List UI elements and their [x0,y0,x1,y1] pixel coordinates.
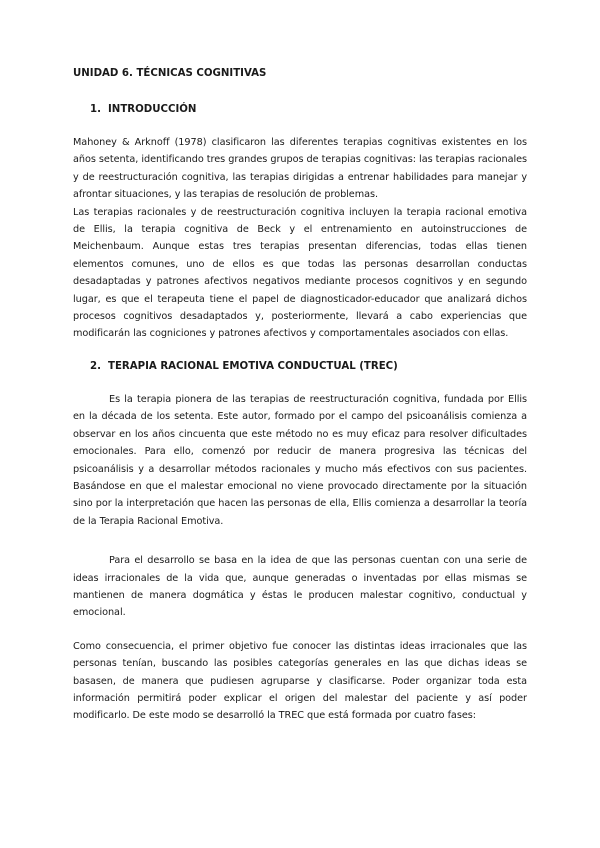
section-title: INTRODUCCIÓN [108,104,197,115]
paragraph-intro-2: Las terapias racionales y de reestructuración cognitiva incluyen la terapia racional emotiva de Ellis, la terapia cognitiva de Beck y el entrenamiento en autoinstrucciones de Meichenbaum. Aunque estas tres terapias presentan diferencias, todas ellas tienen elementos comunes, uno de ellos es que todas las personas desarrollan conductas desadaptadas y patrones afectivos negativos mediante procesos cognitivos y en segundo lugar, es que el terapeuta tiene el papel de diagnosticador-educador que analizará dichos procesos cognitivos desadaptados y, posteriormente, llevará a cabo experiencias que modificarán las cogniciones y patrones afectivos y comportamentales asociados con ellas. [73,206,527,340]
section-heading-introduccion [73,102,527,118]
unit-title: UNIDAD 6. TÉCNICAS COGNITIVAS [73,68,267,79]
section-number: 2. [90,360,101,372]
section-number: 1. [90,104,101,115]
section-title: TERAPIA RACIONAL EMOTIVA CONDUCTUAL (TREC) [108,360,398,372]
paragraph-trec-1: Es la terapia pionera de las terapias de reestructuración cognitiva, fundada por Ellis en la década de los setenta. Este autor, formado por el campo del psicoanálisis comienza a observar en los años cincuenta que este método no es muy eficaz para resolver dificultades emocionales. Para ello, comenzó por reducir de manera progresiva las técnicas del psicoanálisis y a desarrollar métodos racionales y mucho más efectivos con sus pacientes. Basándose en que el malestar emocional no viene provocado directamente por la situación sino por la interpretación que hacen las personas de ella, Ellis comienza a desarrollar la teoría de la Terapia Racional Emotiva. [73,393,527,527]
paragraph-trec-3: Como consecuencia, el primer objetivo fue conocer las distintas ideas irracionales que las personas tenían, buscando las posibles categorías generales en las que dichas ideas se basasen, de manera que pudiesen agruparse y clasificarse. Poder organizar toda esta información permitirá poder explicar el origen del malestar del paciente y así poder modificarlo. De este modo se desarrolló la TREC que está formada por cuatro fases: [73,640,527,722]
paragraph-trec-2: Para el desarrollo se basa en la idea de que las personas cuentan con una serie de ideas irracionales de la vida que, aunque generadas o inventadas por ellas mismas se mantienen de manera dogmática y éstas le producen malestar cognitivo, conductual y emocional. [73,555,527,619]
paragraph-intro-1: Mahoney & Arknoff (1978) clasificaron las diferentes terapias cognitivas existentes en los años setenta, identificando tres grandes grupos de terapias cognitivas: las terapias racionales y de reestructuración cognitiva, las terapias dirigidas a entrenar habilidades para manejar y afrontar situaciones, y las terapias de resolución de problemas. [73,137,527,201]
section-heading-trec [73,359,527,375]
